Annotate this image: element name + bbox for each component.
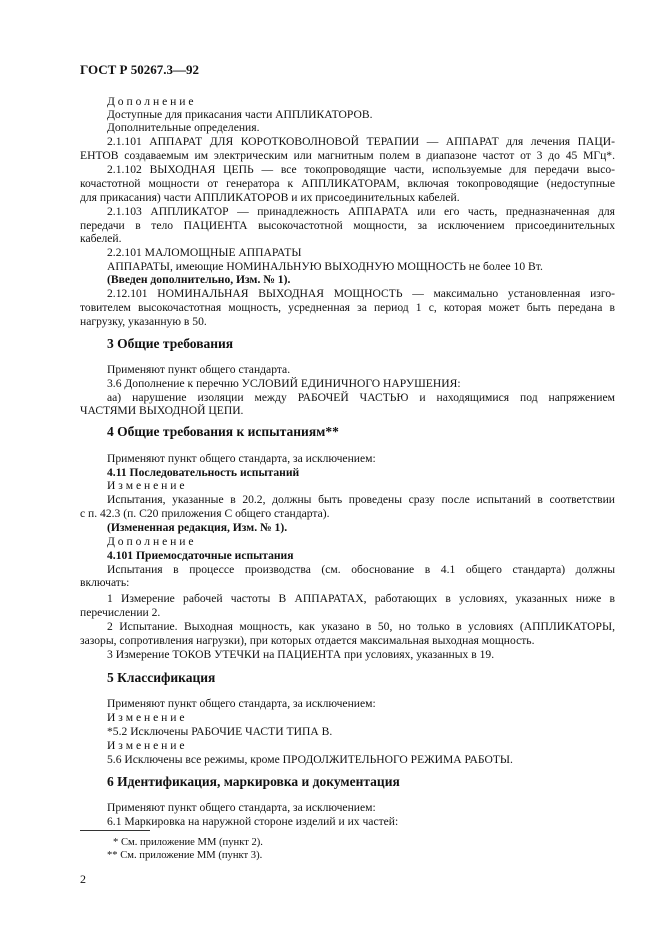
footnote: * См. приложение ММ (пункт 2). xyxy=(113,837,263,848)
text-line: нагрузку, указанную в 50. xyxy=(80,315,207,328)
supplement-label: Д о п о л н е н и е xyxy=(107,535,194,548)
section-heading-5: 5 Классификация xyxy=(107,670,216,685)
supplement-label: Д о п о л н е н и е xyxy=(107,95,194,108)
subsection-heading: 4.11 Последовательность испытаний xyxy=(107,466,300,479)
section-heading-3: 3 Общие требования xyxy=(107,336,234,351)
amendment-note: (Измененная редакция, Изм. № 1). xyxy=(107,521,288,534)
text-line: Применяют пункт общего стандарта. xyxy=(107,363,291,376)
text-line: 2.1.102 ВЫХОДНАЯ ЦЕПЬ — все токопроводящие части, используемые для передачи высо- xyxy=(107,163,615,176)
text-line: Доступные для прикасания части АППЛИКАТОРОВ. xyxy=(107,108,373,121)
text-line: Применяют пункт общего стандарта, за исключением: xyxy=(107,801,376,814)
text-line: 3.6 Дополнение к перечню УСЛОВИЙ ЕДИНИЧНОГО НАРУШЕНИЯ: xyxy=(107,377,461,390)
text-line: кабелей. xyxy=(80,232,122,245)
text-line: ЕНТОВ создаваемым им электрическим или магнитным полем в диапазоне частот от 3 до 45 МГц*. xyxy=(80,149,615,162)
subsection-heading: 4.101 Приемосдаточные испытания xyxy=(107,549,294,562)
text-line: товителем высокочастотная мощность, усредненная за период 1 с, которая может быть передана в xyxy=(80,301,615,314)
section-heading-4: 4 Общие требования к испытаниям** xyxy=(107,424,339,439)
change-label: И з м е н е н и е xyxy=(107,479,185,492)
text-line: 2.2.101 МАЛОМОЩНЫЕ АППАРАТЫ xyxy=(107,246,302,259)
text-line: Применяют пункт общего стандарта, за исключением: xyxy=(107,452,376,465)
text-line: перечислении 2. xyxy=(80,606,161,619)
text-line: Испытания, указанные в 20.2, должны быть проведены сразу после испытаний в соответствии xyxy=(107,493,615,506)
text-line: 2.1.103 АППЛИКАТОР — принадлежность АППАРАТА или его часть, предназначенная для xyxy=(107,205,615,218)
section-heading-6: 6 Идентификация, маркировка и документация xyxy=(107,774,400,789)
text-line: *5.2 Исключены РАБОЧИЕ ЧАСТИ ТИПА В. xyxy=(107,725,333,738)
text-line: 6.1 Маркировка на наружной стороне изделий и их частей: xyxy=(107,815,399,828)
text-line: 5.6 Исключены все режимы, кроме ПРОДОЛЖИТЕЛЬНОГО РЕЖИМА РАБОТЫ. xyxy=(107,753,513,766)
document-header: ГОСТ Р 50267.3—92 xyxy=(80,62,199,77)
amendment-note: (Введен дополнительно, Изм. № 1). xyxy=(107,273,291,286)
text-line: 3 Измерение ТОКОВ УТЕЧКИ на ПАЦИЕНТА при условиях, указанных в 19. xyxy=(107,648,495,661)
text-line: аа) нарушение изоляции между РАБОЧЕЙ ЧАСТЬЮ и находящимися под напряжением xyxy=(107,391,615,404)
text-line: кочастотной мощности от генератора к АППЛИКАТОРАМ, включая токопроводящие (недоступные xyxy=(80,177,615,190)
text-line: включать: xyxy=(80,576,130,589)
text-line: 1 Измерение рабочей частоты В АППАРАТАХ, работающих в условиях, указанных ниже в xyxy=(107,592,615,605)
text-line: АППАРАТЫ, имеющие НОМИНАЛЬНУЮ ВЫХОДНУЮ МОЩНОСТЬ не более 10 Вт. xyxy=(107,260,543,273)
text-line: 2.12.101 НОМИНАЛЬНАЯ ВЫХОДНАЯ МОЩНОСТЬ — максимально установленная изго- xyxy=(107,287,615,300)
text-line: Дополнительные определения. xyxy=(107,121,260,134)
text-line: для прикасания) части АППЛИКАТОРОВ и их присоединительных кабелей. xyxy=(80,191,460,204)
footnote-rule xyxy=(80,830,150,831)
text-line: зазоры, сопротивления нагрузки), при которых отдается максимальная выходная мощность. xyxy=(80,634,535,647)
change-label: И з м е н е н и е xyxy=(107,711,185,724)
text-line: 2 Испытание. Выходная мощность, как указано в 50, но только в условиях (АППЛИКАТОРЫ, xyxy=(107,620,615,633)
page-number: 2 xyxy=(80,872,86,886)
text-line: Испытания в процессе производства (см. обоснование в 4.1 общего стандарта) должны xyxy=(107,563,615,576)
text-line: с п. 42.3 (п. С20 приложения С общего стандарта). xyxy=(80,507,330,520)
text-line: ЧАСТЯМИ ВЫХОДНОЙ ЦЕПИ. xyxy=(80,404,244,417)
footnote: ** См. приложение ММ (пункт 3). xyxy=(107,850,263,861)
text-line: 2.1.101 АППАРАТ ДЛЯ КОРОТКОВОЛНОВОЙ ТЕРАПИИ — АППАРАТ для лечения ПАЦИ- xyxy=(107,135,615,148)
text-line: передачи в тело ПАЦИЕНТА высокочастотной мощности, за исключением присоединительных xyxy=(80,219,615,232)
text-line: Применяют пункт общего стандарта, за исключением: xyxy=(107,697,376,710)
change-label: И з м е н е н и е xyxy=(107,739,185,752)
